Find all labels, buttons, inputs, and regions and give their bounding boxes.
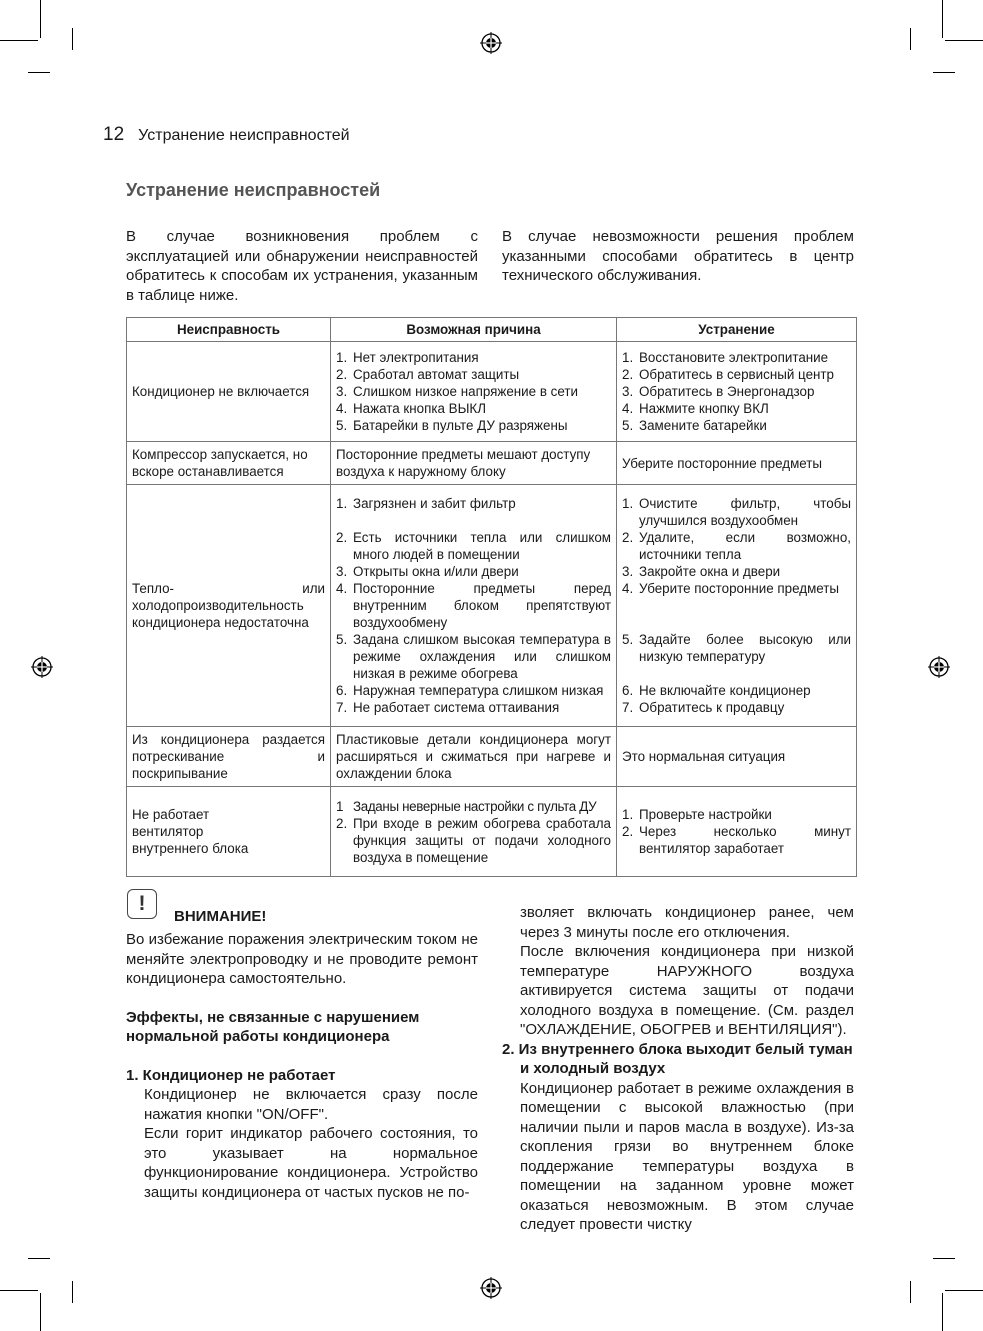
table-row [127, 485, 857, 727]
list-item: 4. Посторонние предметы перед внутренним блоком препятствуют воздухообмену [336, 581, 611, 630]
item2-paragraph: Кондиционер работает в режиме охлаждения в помещении с высокой влажностью (при наличии пыли и паров масла в воздухе). Из-за скопления грязи во внутреннем блоке поддержание температуры воздуха в помещении на заданном уровне может оказаться невозможным. В этом случае следует провести чистку [520, 1079, 854, 1233]
crop-mark [942, 0, 943, 38]
list-item: 3. Обратитесь в Энергонадзор [622, 384, 815, 399]
list-item: 3. Открыты окна и/или двери [336, 564, 519, 579]
fault-cell: Кондиционер не включается [127, 342, 331, 442]
registration-mark-icon [31, 656, 53, 678]
list-item: 4. Уберите посторонние предметы [622, 581, 840, 596]
list-item: 4. Нажата кнопка ВЫКЛ [336, 401, 487, 416]
fault-cell: Из кондиционера раздается потрескивание и поскрипывание [127, 727, 331, 787]
fault-cell: Компрессор запускается, но вскоре останавливается [127, 442, 331, 485]
crop-mark [40, 1293, 41, 1331]
crop-mark [72, 1281, 73, 1303]
list-item: 6. Не включайте кондиционер [622, 683, 811, 698]
registration-mark-icon [480, 32, 502, 54]
item1-continuation: зволяет включать кондиционер ранее, чем через 3 минуты после его отключения. [520, 904, 854, 941]
list-item: 2. Через несколько минут вентилятор заработает [622, 824, 851, 856]
column-header: Неисправность [127, 318, 331, 342]
causes-cell [331, 485, 617, 727]
remedies-cell [617, 787, 857, 877]
troubleshooting-table [126, 317, 857, 877]
item2-title: 2. Из внутреннего блока выходит белый туман и холодный воздух [502, 1040, 853, 1077]
list-item: 1. Очистите фильтр, чтобы улучшился воздухообмен [622, 496, 851, 528]
crop-mark [0, 1290, 38, 1291]
list-item: 6. Наружная температура слишком низкая [336, 683, 604, 698]
column-header: Устранение [617, 318, 857, 342]
list-item: 1. Загрязнен и забит фильтр [336, 496, 516, 511]
right-column [502, 903, 854, 1235]
crop-mark [40, 0, 41, 38]
crop-mark [933, 1258, 955, 1259]
fault-cell: Тепло- или холодопроизводительность кондиционера недостаточна [127, 485, 331, 727]
list-item: 1. Нет электропитания [336, 350, 479, 365]
left-column [126, 930, 478, 1202]
list-item: 5. Задана слишком высокая температура в режиме охлаждения или слишком низкая в режиме обогрева [336, 632, 611, 681]
registration-mark-icon [928, 656, 950, 678]
table-header-row [127, 318, 857, 342]
list-item: 7. Обратитесь к продавцу [622, 700, 785, 715]
running-header [103, 124, 350, 146]
crop-mark [933, 72, 955, 73]
causes-cell [331, 342, 617, 442]
crop-mark [28, 1258, 50, 1259]
crop-mark [945, 1290, 983, 1291]
list-item: 2. Удалите, если возможно, источники тепла [622, 530, 851, 562]
header-title: Устранение неисправностей [138, 127, 350, 144]
warning-icon: ! [127, 889, 157, 919]
crop-mark [0, 40, 38, 41]
effects-title: Эффекты, не связанные с нарушением нормальной работы кондиционера [126, 1008, 420, 1045]
crop-mark [910, 1281, 911, 1303]
list-item: 2. Сработал автомат защиты [336, 367, 520, 382]
warning-text: Во избежание поражения электрическим током не меняйте электропроводку и не проводите ремонт кондиционера самостоятельно. [126, 931, 478, 987]
column-header: Возможная причина [331, 318, 617, 342]
list-item: 2. Есть источники тепла или слишком много людей в помещении [336, 530, 611, 562]
crop-mark [28, 72, 50, 73]
fault-cell: Не работает вентилятор внутреннего блока [127, 787, 331, 877]
item1-paragraph: После включения кондиционера при низкой температуре НАРУЖНОГО воздуха активируется система защиты от подачи холодного воздуха в помещение. (См. раздел "ОХЛАЖДЕНИЕ, ОБОГРЕВ и ВЕНТИЛЯЦИЯ"). [520, 943, 854, 1038]
page-number: 12 [103, 124, 125, 145]
remedies-cell: Уберите посторонние предметы [617, 442, 857, 485]
list-item: 1 Заданы неверные настройки с пульта ДУ [336, 798, 597, 814]
list-item: 5. Задайте более высокую или низкую температуру [622, 632, 851, 664]
item1-paragraph: Если горит индикатор рабочего состояния, то это указывает на нормальное функционирование кондиционера. Устройство защиты кондиционера от частых пусков не по- [144, 1125, 478, 1201]
intro-right: В случае невозможности решения проблем указанными способами обратитесь в центр технического обслуживания. [502, 228, 854, 284]
crop-mark [910, 28, 911, 50]
registration-mark-icon [480, 1277, 502, 1299]
causes-cell: Пластиковые детали кондиционера могут расширяться и сжиматься при нагреве и охлаждении блока [331, 727, 617, 787]
list-item: 7. Не работает система оттаивания [336, 700, 560, 715]
crop-mark [942, 1293, 943, 1331]
list-item: 5. Батарейки в пульте ДУ разряжены [336, 418, 568, 433]
crop-mark [72, 28, 73, 50]
causes-cell [331, 787, 617, 877]
remedies-cell [617, 342, 857, 442]
remedies-cell [617, 485, 857, 727]
table-row [127, 727, 857, 787]
table-row [127, 787, 857, 877]
intro-left: В случае возникновения проблем с эксплуатацией или обнаружении неисправностей обратитесь к способам их устранения, указанным в таблице ниже. [126, 228, 478, 304]
list-item: 4. Нажмите кнопку ВКЛ [622, 401, 769, 416]
table-row [127, 442, 857, 485]
list-item: 3. Закройте окна и двери [622, 564, 781, 579]
list-item: 3. Слишком низкое напряжение в сети [336, 384, 578, 399]
list-item: 2. Обратитесь в сервисный центр [622, 367, 834, 382]
table-row [127, 342, 857, 442]
section-title: Устранение неисправностей [126, 180, 381, 200]
list-item: 1. Проверьте настройки [622, 807, 772, 822]
item1-paragraph: Кондиционер не включается сразу после нажатия кнопки "ON/OFF". [144, 1086, 478, 1123]
list-item: 5. Замените батарейки [622, 418, 767, 433]
causes-cell: Посторонние предметы мешают доступу воздуха к наружному блоку [331, 442, 617, 485]
list-item: 1. Восстановите электропитание [622, 350, 829, 365]
list-item: 2. При входе в режим обогрева сработала функция защиты от подачи холодного воздуха в помещение [336, 815, 611, 865]
warning-title: ВНИМАНИЕ! [174, 908, 267, 925]
item1-title: 1. Кондиционер не работает [126, 1066, 336, 1084]
crop-mark [945, 40, 983, 41]
remedies-cell: Это нормальная ситуация [617, 727, 857, 787]
